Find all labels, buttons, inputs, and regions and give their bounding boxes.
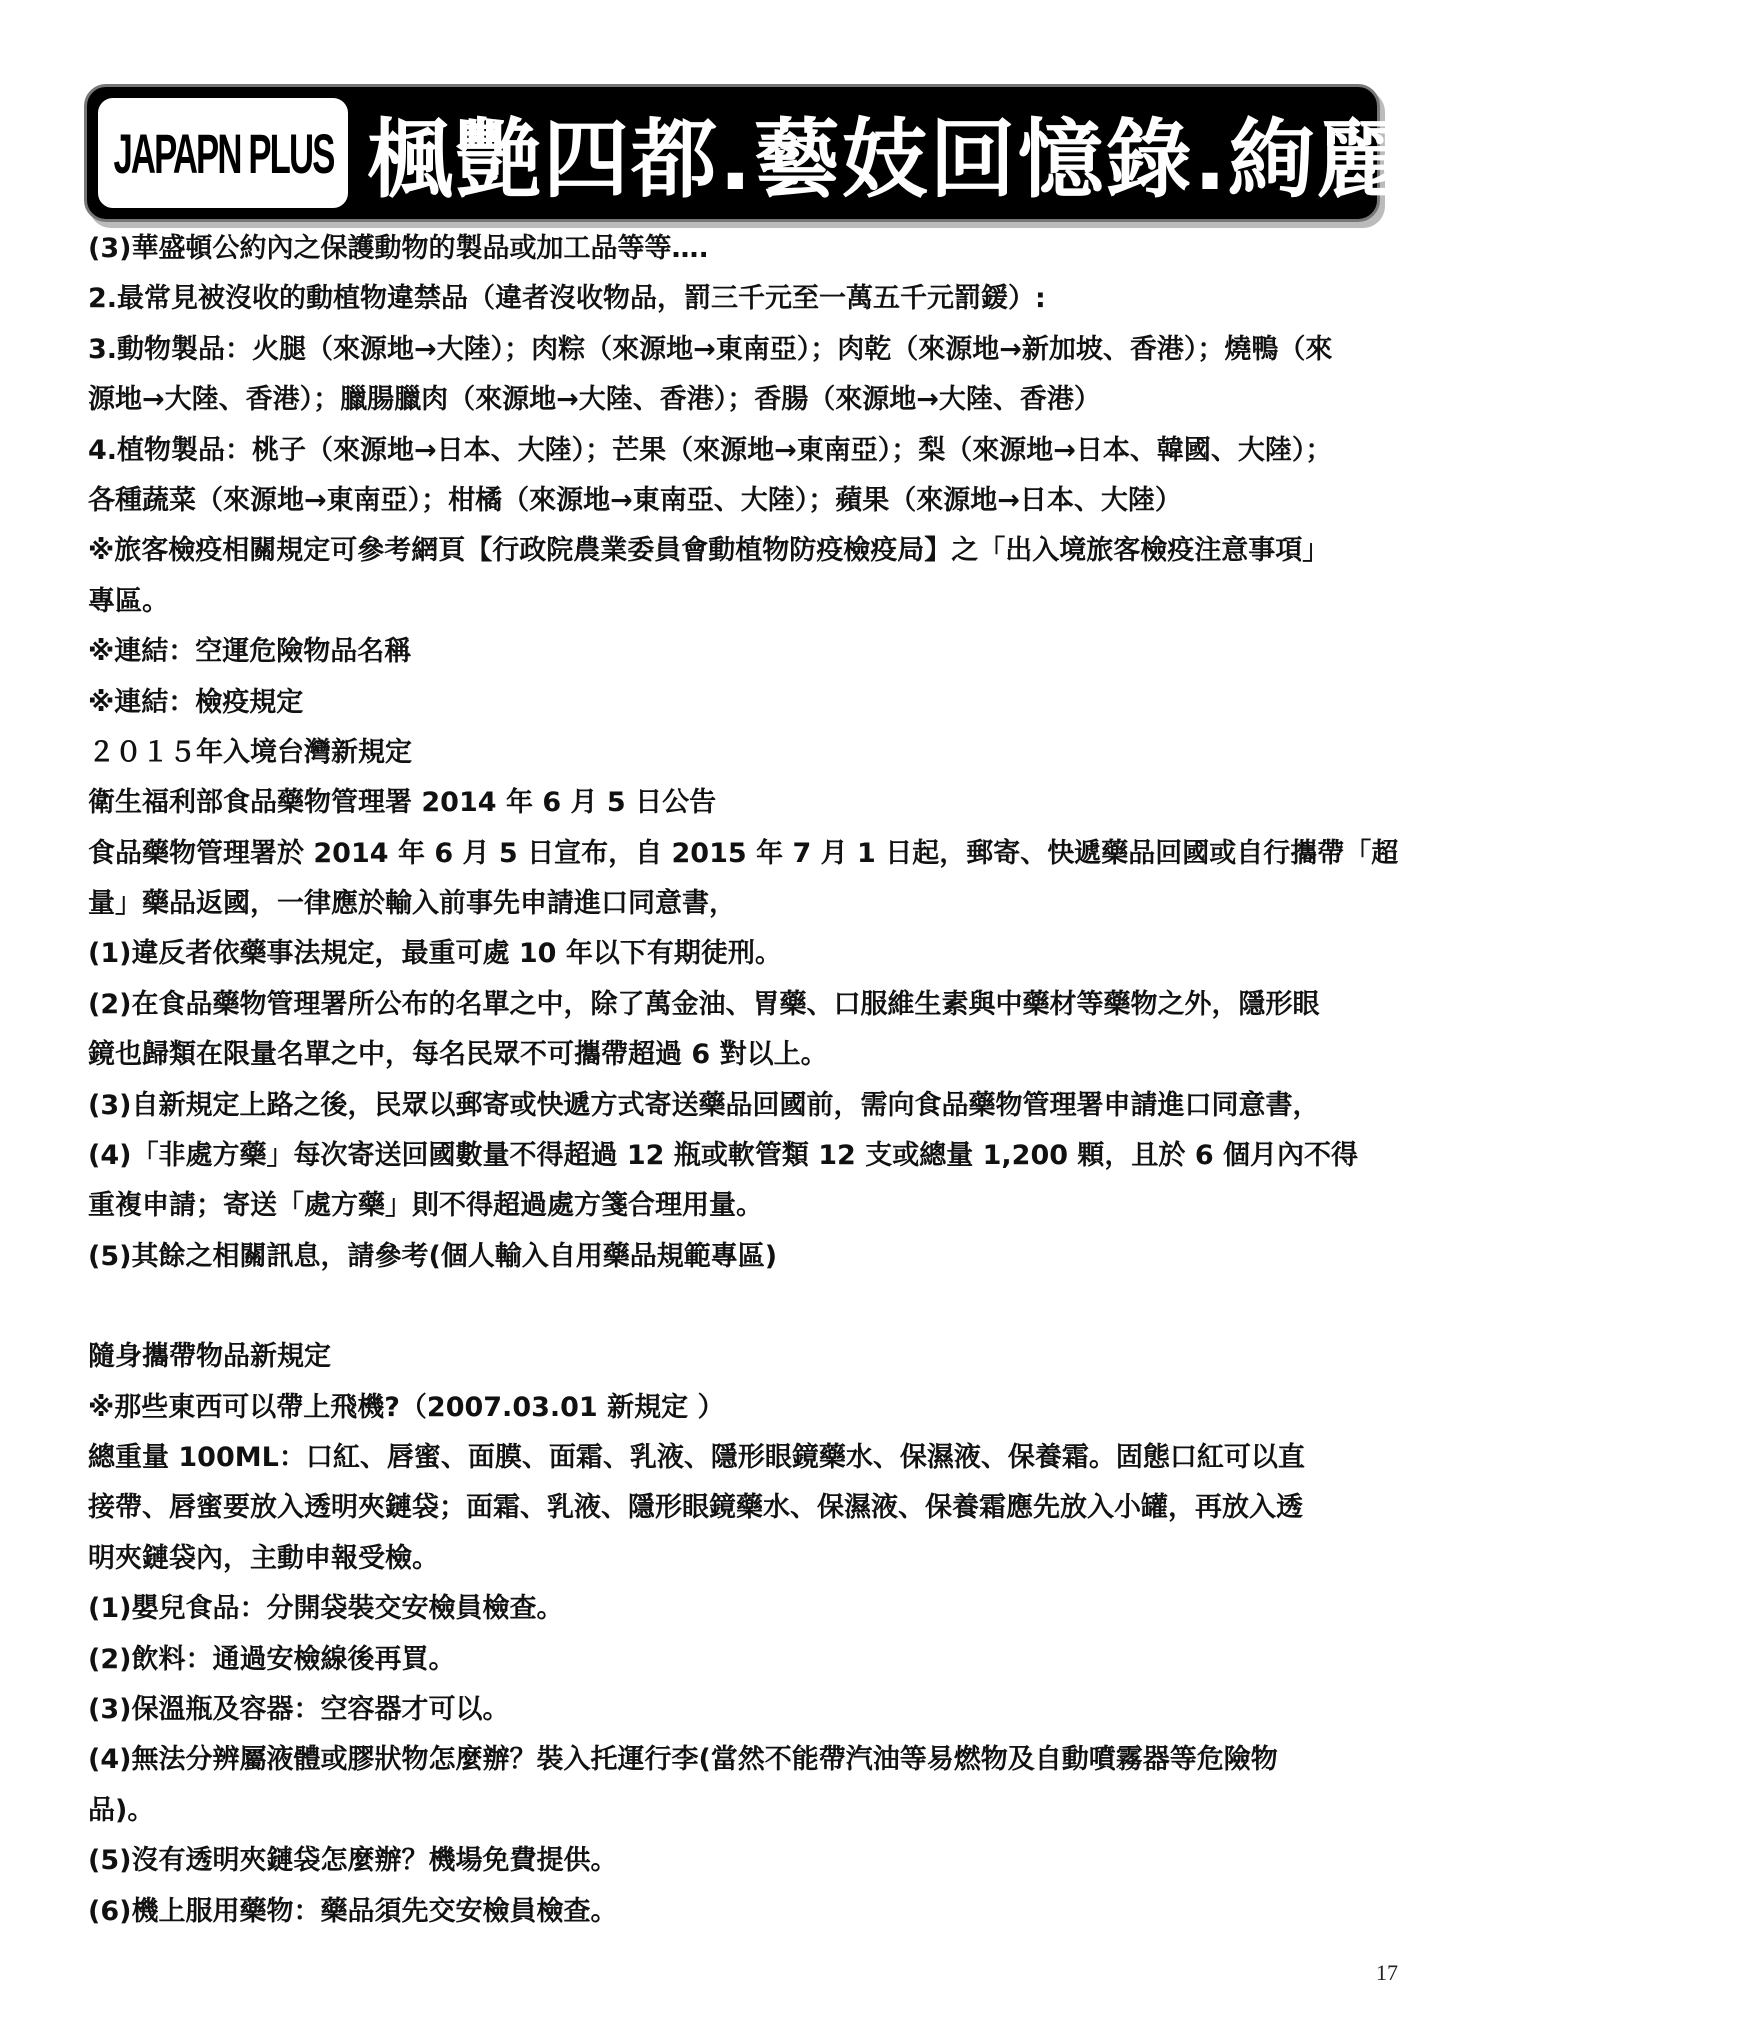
text-line: (2)在食品藥物管理署所公布的名單之中，除了萬金油、胃藥、口服維生素與中藥材等藥物之外，隱形眼 <box>88 988 1320 1020</box>
text-line: 明夾鏈袋內，主動申報受檢。 <box>88 1542 439 1574</box>
text-line: (1)違反者依藥事法規定，最重可處 10 年以下有期徒刑。 <box>88 938 782 970</box>
brand-badge <box>95 95 351 211</box>
text-line: (3)自新規定上路之後，民眾以郵寄或快遞方式寄送藥品回國前，需向食品藥物管理署申請進口同意書， <box>88 1089 1320 1121</box>
text-line: 鏡也歸類在限量名單之中，每名民眾不可攜帶超過 6 對以上。 <box>88 1039 828 1071</box>
page-number: 17 <box>1376 1960 1398 1985</box>
text-line: (5)沒有透明夾鏈袋怎麼辦？機場免費提供。 <box>88 1845 618 1877</box>
text-line: (3)華盛頓公約內之保護動物的製品或加工品等等…. <box>88 233 709 264</box>
text-line: 品)。 <box>88 1794 155 1826</box>
brand-logo: JAPAPN PLUS <box>112 121 334 185</box>
text-line: 各種蔬菜（來源地→東南亞）；柑橘（來源地→東南亞、大陸）；蘋果（來源地→日本、大陸） <box>88 484 1182 516</box>
title-banner <box>84 84 1756 222</box>
text-line: (4)無法分辨屬液體或膠狀物怎麼辦？裝入托運行李(當然不能帶汽油等易燃物及自動噴霧器等危險物 <box>88 1744 1278 1776</box>
text-line: 接帶、唇蜜要放入透明夾鏈袋；面霜、乳液、隱形眼鏡藥水、保濕液、保養霜應先放入小罐，再放入透 <box>88 1492 1303 1524</box>
paragraph-spacer <box>88 1282 1400 1332</box>
section-heading: ２０１５年入境台灣新規定 <box>88 736 412 768</box>
text-line: (5)其餘之相關訊息，請參考(個人輸入自用藥品規範專區) <box>88 1240 778 1272</box>
text-line: (4)「非處方藥」每次寄送回國數量不得超過 12 瓶或軟管類 12 支或總量 1,200 顆，且於 6 個月內不得 <box>88 1140 1359 1172</box>
document-body <box>88 224 1400 1937</box>
text-line: 專區。 <box>88 585 169 617</box>
text-line: (6)機上服用藥物：藥品須先交安檢員檢查。 <box>88 1895 618 1927</box>
text-line: ※連結：空運危險物品名稱 <box>88 636 412 668</box>
text-line: (1)嬰兒食品：分開袋裝交安檢員檢查。 <box>88 1593 564 1625</box>
text-line: 源地→大陸、香港）；臘腸臘肉（來源地→大陸、香港）；香腸（來源地→大陸、香港） <box>88 384 1101 416</box>
text-line: 總重量 100ML：口紅、唇蜜、面膜、面霜、乳液、隱形眼鏡藥水、保濕液、保養霜。固態口紅可以直 <box>88 1441 1305 1473</box>
tour-title: 楓艷四都.藝妓回憶錄.絢麗夜景五日 <box>367 110 1756 210</box>
text-line: 2.最常見被沒收的動植物違禁品（違者沒收物品，罰三千元至一萬五千元罰鍰）: <box>88 283 1046 315</box>
text-line: ※旅客檢疫相關規定可參考網頁【行政院農業委員會動植物防疫檢疫局】之「出入境旅客檢疫注意事項」 <box>88 535 1330 567</box>
text-line: 量」藥品返國，一律應於輸入前事先申請進口同意書， <box>88 888 736 920</box>
text-line: 食品藥物管理署於 2014 年 6 月 5 日宣布，自 2015 年 7 月 1 日起，郵寄、快遞藥品回國或自行攜帶「超 <box>88 837 1399 869</box>
text-line: 衛生福利部食品藥物管理署 2014 年 6 月 5 日公告 <box>88 787 717 819</box>
text-line: ※那些東西可以帶上飛機?（2007.03.01 新規定 ） <box>88 1391 725 1423</box>
text-line: ※連結：檢疫規定 <box>88 686 304 718</box>
text-line: (3)保溫瓶及容器：空容器才可以。 <box>88 1693 510 1725</box>
text-line: 4.植物製品：桃子（來源地→日本、大陸）；芒果（來源地→東南亞）；梨（來源地→日本、韓國、大陸）； <box>88 434 1333 466</box>
section-heading: 隨身攜帶物品新規定 <box>88 1341 331 1373</box>
text-line: 重複申請；寄送「處方藥」則不得超過處方箋合理用量。 <box>88 1190 763 1222</box>
text-line: 3.動物製品：火腿（來源地→大陸）；肉粽（來源地→東南亞）；肉乾（來源地→新加坡、香港）；燒鴨（來 <box>88 333 1333 365</box>
text-line: (2)飲料：通過安檢線後再買。 <box>88 1643 456 1675</box>
